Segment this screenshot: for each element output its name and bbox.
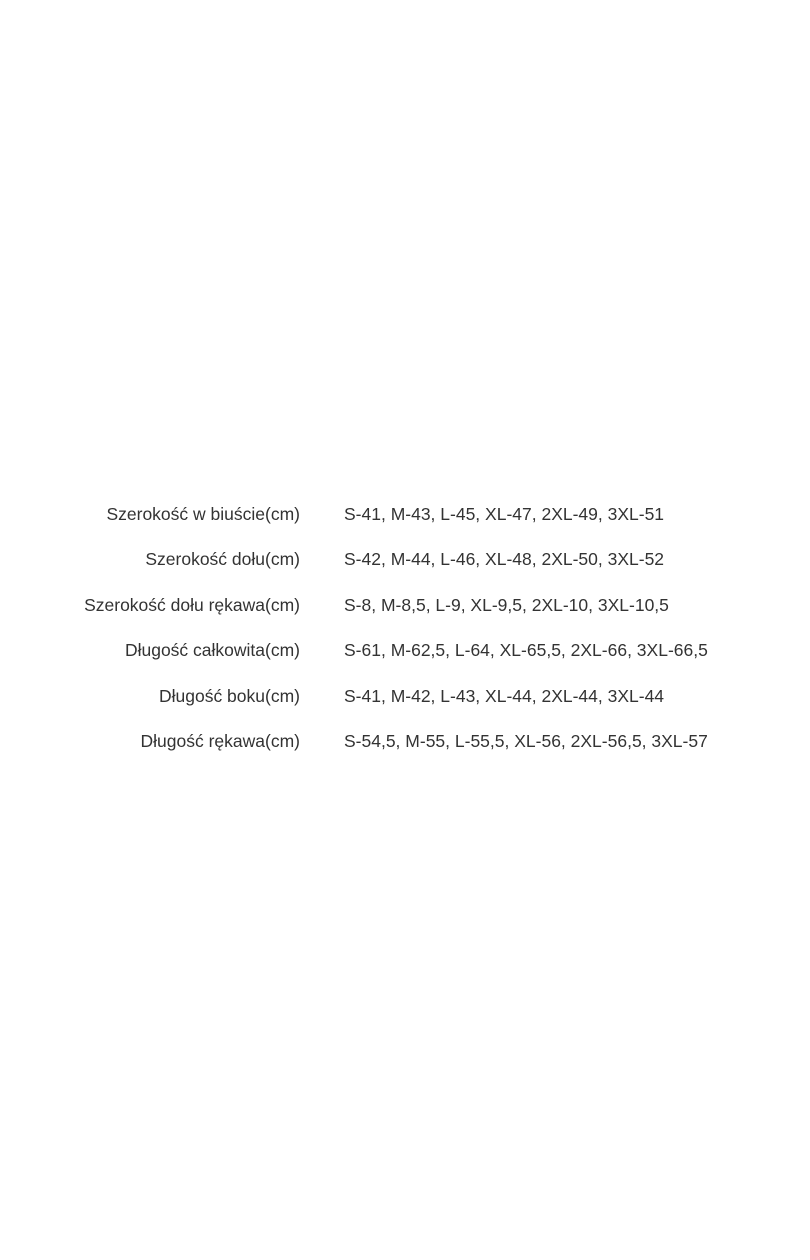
size-table — [0, 494, 810, 766]
row-value: S-8, M-8,5, L-9, XL-9,5, 2XL-10, 3XL-10,5 — [344, 594, 669, 615]
row-label: Długość całkowita(cm) — [124, 640, 300, 661]
table-row — [0, 676, 810, 721]
row-value: S-61, M-62,5, L-64, XL-65,5, 2XL-66, 3XL-66,5 — [344, 640, 708, 661]
table-row — [0, 585, 810, 630]
table-row — [0, 539, 810, 584]
row-value: S-41, M-43, L-45, XL-47, 2XL-49, 3XL-51 — [344, 504, 665, 524]
row-value: S-42, M-44, L-46, XL-48, 2XL-50, 3XL-52 — [344, 549, 665, 570]
row-value: S-54,5, M-55, L-55,5, XL-56, 2XL-56,5, 3XL-57 — [344, 730, 708, 751]
row-label: Długość rękawa(cm) — [140, 730, 300, 751]
table-row — [0, 494, 810, 539]
row-value: S-41, M-42, L-43, XL-44, 2XL-44, 3XL-44 — [344, 685, 665, 706]
row-label: Szerokość w biuście(cm) — [106, 504, 300, 524]
row-label: Szerokość dołu(cm) — [145, 549, 300, 570]
table-row — [0, 630, 810, 675]
table-row — [0, 721, 810, 766]
row-label: Szerokość dołu rękawa(cm) — [84, 594, 300, 615]
row-label: Długość boku(cm) — [158, 685, 300, 706]
